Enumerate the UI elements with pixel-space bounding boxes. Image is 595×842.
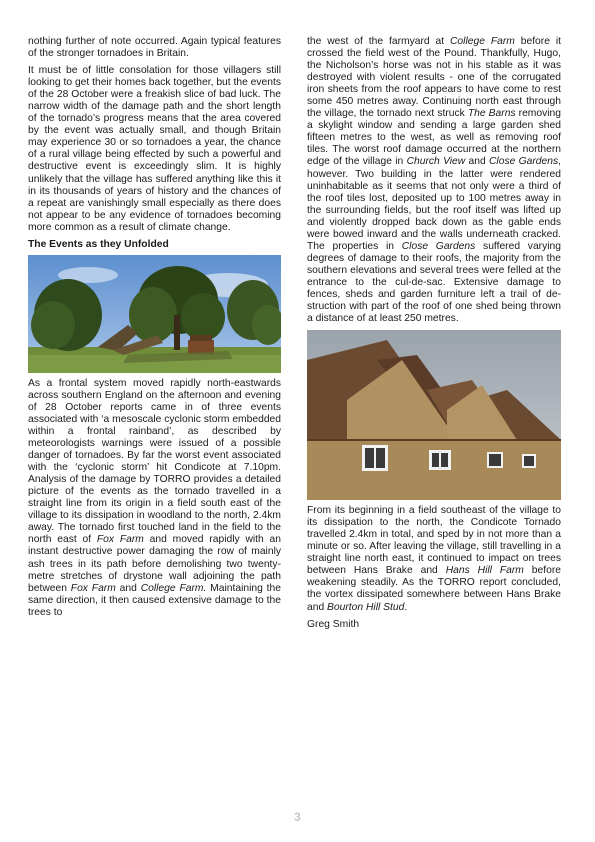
- trees-photo-image: [28, 255, 281, 373]
- paragraph-intro-end: nothing further of note occurred. Again typical features of the stronger tornadoes in Britain.: [28, 36, 281, 60]
- paragraph-consolation: It must be of little consolation for those villagers still looking to get their homes back together, but the events of the 28 October were a freakish slice of bad luck. The narrow width of the damage path and the short length of the tornado’s progress means that the area covered by the event was actually small, and though Britain may experience 30 or so tornadoes a year, the chance of a rural village being effected by such a powerful and destructive event is exceedingly slim. It is highly unlikely that the village has suffered anything like this it in its thousands of years of history and the chances of a repeat are vanishingly small especially as there does not appear to be any evidence of tornadoes becoming more common as a result of climate change.: [28, 65, 282, 233]
- path-text-run: Close Gardens: [489, 156, 559, 168]
- right-column: [307, 36, 561, 636]
- path-text-run: College Farm: [450, 36, 515, 47]
- left-column: [28, 36, 281, 624]
- path-text-run: the west of the farmyard at: [307, 36, 450, 47]
- events-text-run: College Farm.: [140, 582, 207, 594]
- path-text-run: , however. Two building in the latter were rendered uninhabitable as it seems that not only were a third of the roof tiles lost, deposited up to 100 metres away in the surrounding fields, but the roof itself was lifted up and violently dropped back down as the gable ends were bowed inward and the walls underneath cracked. The properties in: [307, 156, 562, 252]
- author-signature: Greg Smith: [307, 618, 360, 630]
- events-text-run: Fox Farm: [70, 582, 116, 594]
- photo-damaged-houses: [307, 330, 561, 500]
- paragraph-summary: [307, 505, 561, 613]
- path-text-run: and: [465, 156, 489, 168]
- photo-damaged-trees: [28, 255, 281, 373]
- events-text-run: Fox Farm: [96, 534, 144, 546]
- summary-text-run: .: [404, 601, 408, 613]
- summary-text-run: Hans Hill Farm: [445, 565, 524, 577]
- path-text-run: Church View: [406, 156, 466, 168]
- paragraph-path-continued: [307, 36, 561, 325]
- summary-text-run: before weakening steadily. As the TORRO report concluded, the vortex dissipated somewhere between Hans Brake and: [307, 565, 561, 613]
- section-heading: The Events as they Unfolded: [28, 238, 169, 250]
- path-text-run: Close Gardens: [401, 240, 476, 252]
- events-text-run: As a frontal system moved rapidly north-eastwards across southern England on the afternoon and evening of 28 October reports came in of three events associated with ‘a mesoscale cyclonic storm embedded within a frontal rainband’, as described by meteorologists warnings were issued of a possible danger of tornadoes. By far the worst event associated with the ‘cyclonic storm’ hit Condicote at 7.10pm. Analysis of the damage by TORRO provides a detailed picture of the events as the tornado travelled in a straight line from its origin in a field south east of the village to its dissipation in woodland to the north, 2.4km away. The tornado first touched land in the field to the north east of: [28, 377, 281, 546]
- houses-photo-image: [307, 330, 561, 500]
- events-text-run: and moved rapidly with an instant destructive power damaging the row of mainly ash trees in its path before demolishing two twenty-metre stretches of drystone wall adjoining the path between: [28, 534, 281, 594]
- page-number: 3: [294, 810, 301, 824]
- path-text-run: suffered varying degrees of damage to their roofs, the majority from the southern elevations and several trees were felled at the entrance to the cul-de-sac. Extensive damage to fences, sheds and garden furniture left a trail of destruction with part of the roof of one shed being thrown a distance of at least 250 metres.: [307, 240, 561, 325]
- path-text-run: before it crossed the field west of the Pound. Thankfully, Hugo, the Nicholson’s horse was not in his stable as it was destroyed with violent results - one of the corrugated iron sheets from the roof appears to have come to rest some 450 metres away. Continuing north east through the village, the tornado next struck: [307, 36, 561, 120]
- summary-text-run: Bourton Hill Stud: [327, 601, 405, 613]
- events-text-run: Maintaining the same direction, it then caused extensive damage to the trees to: [28, 582, 282, 618]
- summary-text-run: From its beginning in a field southeast of the village to its dissipation to the north, the Condicote Tornado travelled 2.4km in total, and sped by in not more than a minute or so. After leaving the village, still travelling in a straight line north east, it continued to impact on trees between Hans Brake and: [307, 505, 561, 577]
- events-text-run: and: [115, 582, 141, 594]
- path-text-run: The Barns: [467, 108, 516, 120]
- paragraph-events: [28, 378, 281, 619]
- path-text-run: removing a skylight window and sending a large garden shed fifteen metres to the west, as well as removing roof tiles. The worst roof damage occurred at the northern edge of the village in: [307, 108, 561, 168]
